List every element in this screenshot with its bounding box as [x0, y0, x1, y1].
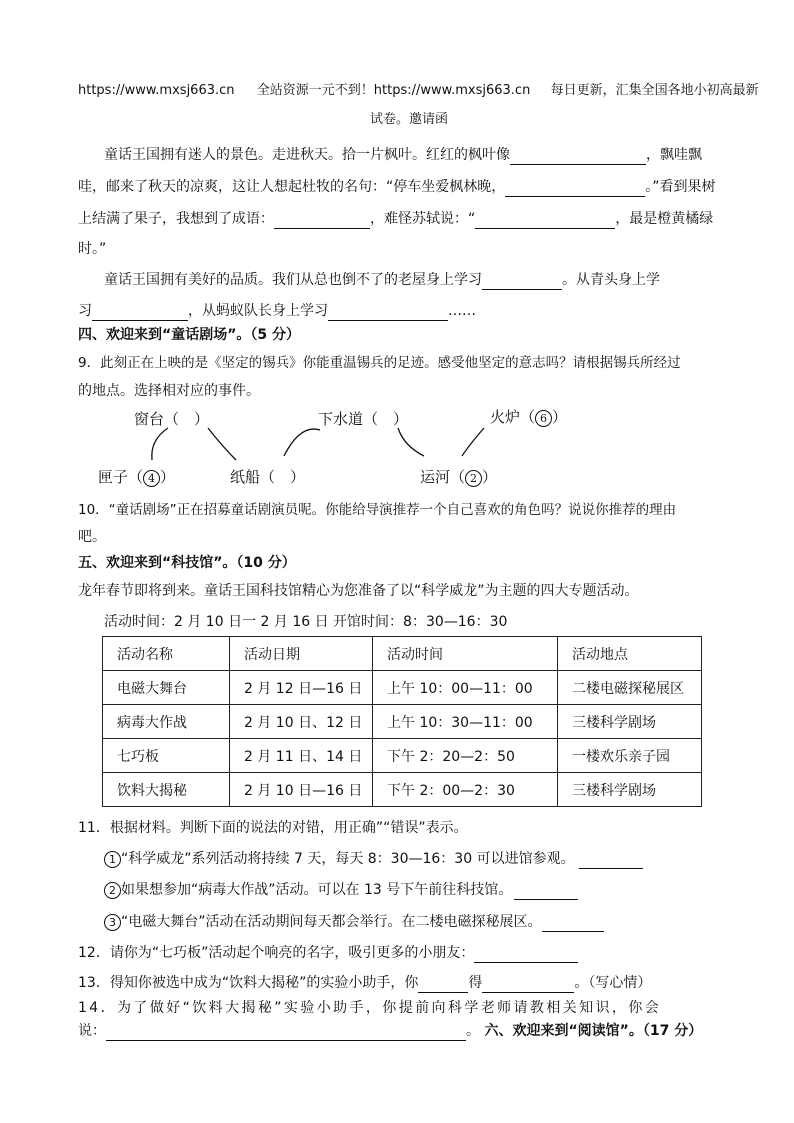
table-cell: 二楼电磁探秘展区	[558, 671, 702, 705]
intro: 龙年春节即将到来。童话王国科技馆精心为您准备了以“科学威龙”为主题的四大专题活动。	[78, 583, 639, 599]
text: ，从蚂蚁队长身上学习	[188, 303, 328, 319]
section-6-title: 六、欢迎来到“阅读馆”。（17 分）	[484, 1023, 703, 1039]
q11-item-1	[104, 849, 643, 869]
table-cell: 饮料大揭秘	[103, 773, 230, 807]
table-cell: 下午 2：20—2：50	[373, 739, 558, 773]
table-row	[103, 671, 702, 705]
answer-blank[interactable]	[106, 1024, 466, 1041]
table-header: 活动名称	[103, 637, 230, 671]
text: 匣子（	[98, 468, 144, 486]
text: 运河（	[420, 468, 466, 486]
place-stove	[490, 406, 567, 427]
link-curve	[208, 428, 236, 460]
table-cell: 2 月 11 日、14 日	[230, 739, 373, 773]
header-notice-2: 试卷。邀请函	[370, 112, 449, 127]
text: 如果想参加“病毒大作战”活动。可以在 13 号下午前往科技馆。	[121, 882, 513, 898]
text: 上结满了果子，我想到了成语：	[78, 211, 274, 227]
event-box	[98, 466, 175, 487]
text: ）	[552, 408, 568, 426]
place-windowsill: 窗台（ ）	[134, 410, 210, 428]
text: 12．请你为“七巧板”活动起个响亮的名字，吸引更多的小朋友：	[78, 945, 475, 961]
text: 。（写心情）	[574, 975, 652, 991]
text: 童话王国拥有迷人的景色。走进秋天。拾一片枫叶。红红的枫叶像	[104, 147, 510, 163]
text: 。”看到果树	[645, 179, 716, 195]
q11-item-2	[104, 880, 578, 900]
link-curve	[462, 428, 484, 456]
answer-blank[interactable]	[542, 915, 604, 932]
text: “电磁大舞台”活动在活动期间每天都会举行。在二楼电磁探秘展区。	[121, 914, 542, 930]
table-cell: 三楼科学剧场	[558, 773, 702, 807]
text: 13．得知你被选中成为“饮料大揭秘”的实验小助手，你	[78, 975, 419, 991]
q14-line-2	[78, 1021, 702, 1041]
table-header: 活动日期	[230, 637, 373, 671]
text: ）	[160, 468, 176, 486]
q10-line-1: 10．“童话剧场”正在招募童话剧演员呢。你能给导演推荐一个自己喜欢的角色吗？说说你推荐的理由	[78, 502, 677, 518]
header-notice: 每日更新，汇集全国各地小初高最新	[550, 83, 759, 98]
link-curve	[398, 428, 424, 456]
q9-line-1: 9．此刻正在上映的是《坚定的锡兵》你能重温锡兵的足迹。感受他坚定的意志吗？请根据锡兵所经过	[78, 355, 681, 371]
item-number: 2	[104, 882, 121, 899]
answer-mark: 2	[465, 470, 482, 487]
q14-line-1: 14．为了做好“饮料大揭秘”实验小助手，你提前向科学老师请教相关知识，你会	[78, 1000, 662, 1016]
table-header: 活动时间	[373, 637, 558, 671]
link-curve	[152, 428, 168, 460]
answer-mark: 6	[535, 410, 552, 427]
answer-blank[interactable]	[579, 852, 643, 869]
q11-item-3	[104, 912, 604, 932]
q13	[78, 973, 651, 993]
text: 哇，邮来了秋天的凉爽，这让人想起杜牧的名句：“停车坐爱枫林晚，	[78, 179, 506, 195]
item-number: 1	[104, 851, 121, 868]
text: 得	[468, 975, 483, 991]
text: ，难怪苏轼说：“	[370, 211, 476, 227]
answer-blank[interactable]	[474, 946, 578, 963]
answer-blank[interactable]	[482, 976, 574, 993]
table-cell: 2 月 10 日、12 日	[230, 705, 373, 739]
answer-mark: 4	[143, 470, 160, 487]
table-cell: 七巧板	[103, 739, 230, 773]
text: ，飘哇飘	[646, 147, 702, 163]
table-cell: 三楼科学剧场	[558, 705, 702, 739]
header-url[interactable]: https://www.mxsj663.cn	[78, 83, 235, 98]
text: 。从青头身上学	[562, 272, 660, 288]
text: “科学威龙”系列活动将持续 7 天，每天 8：30—16：30 可以进馆参观。	[121, 851, 575, 867]
text: 火炉（	[490, 408, 536, 426]
q9-line-2: 的地点。选择相对应的事件。	[78, 383, 260, 399]
q10-line-2: 吧。	[78, 529, 106, 545]
place-sewer: 下水道（ ）	[318, 410, 409, 428]
table-row	[103, 739, 702, 773]
answer-blank[interactable]	[418, 976, 468, 993]
table-cell: 2 月 10 日—16 日	[230, 773, 373, 807]
table-header: 活动地点	[558, 637, 702, 671]
header-slogan: 全站资源一元不到！https://www.mxsj663.cn	[256, 83, 531, 98]
link-curve	[284, 429, 320, 456]
text: ，最是橙黄橘绿	[615, 211, 714, 227]
text: 说：	[78, 1023, 106, 1039]
table-cell: 一楼欢乐亲子园	[558, 739, 702, 773]
text: ……	[448, 303, 476, 319]
schedule: 活动时间：2 月 10 日一 2 月 16 日 开馆时间：8：30—16：30	[104, 614, 508, 630]
q11-stem: 11．根据材料。判断下面的说法的对错，用正确”“错误”表示。	[78, 820, 468, 836]
q12	[78, 943, 578, 963]
text: ）	[482, 468, 498, 486]
answer-blank[interactable]	[514, 883, 578, 900]
table-row	[103, 773, 702, 807]
table-cell: 上午 10：00—11：00	[373, 671, 558, 705]
text: 习	[78, 303, 92, 319]
event-paper-boat: 纸船（ ）	[230, 468, 306, 486]
table-cell: 2 月 12 日—16 日	[230, 671, 373, 705]
item-number: 3	[104, 914, 121, 931]
table-header-row	[103, 637, 702, 671]
table-cell: 电磁大舞台	[103, 671, 230, 705]
scenery-line-4: 时。”	[78, 241, 107, 257]
table-row	[103, 705, 702, 739]
section-5-title: 五、欢迎来到“科技馆”。（10 分）	[78, 555, 296, 571]
table-cell: 上午 10：30—11：00	[373, 705, 558, 739]
event-canal	[420, 466, 497, 487]
text: 童话王国拥有美好的品质。我们从总也倒不了的老屋身上学习	[104, 272, 482, 288]
activity-table	[102, 636, 702, 807]
table-cell: 病毒大作战	[103, 705, 230, 739]
text: 。	[466, 1023, 480, 1039]
section-4-title: 四、欢迎来到“童话剧场”。（5 分）	[78, 327, 301, 343]
table-cell: 下午 2：00—2：30	[373, 773, 558, 807]
